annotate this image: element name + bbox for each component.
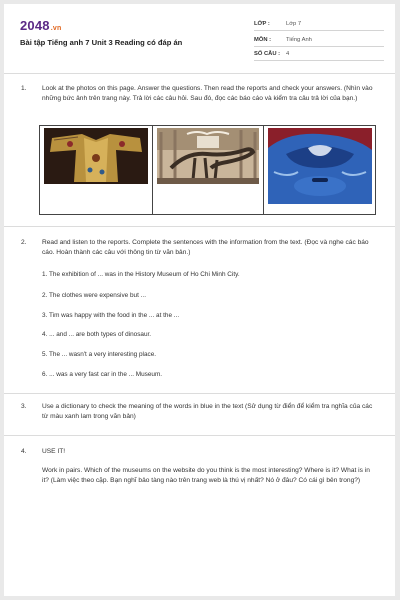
meta-socau: [254, 48, 384, 61]
q2-item-1: 1. The exhibition of ... was in the History Museum of Ho Chi Minh City.: [42, 271, 240, 278]
section-divider-2: [4, 393, 395, 394]
logo-suffix: .vn: [50, 25, 62, 32]
question-number: 1.: [21, 85, 27, 92]
q2-item-3: 3. Tim was happy with the food in the ... at the ...: [42, 312, 180, 319]
question-number: 2.: [21, 239, 27, 246]
q2-item-2: 2. The clothes were expensive but ...: [42, 292, 146, 299]
meta-mon-value: Tiếng Anh: [286, 37, 312, 43]
meta-mon-label: MÔN :: [254, 37, 272, 43]
photo-table: [39, 125, 376, 215]
photo-cell-2: [152, 126, 263, 214]
question-number: 4.: [21, 448, 27, 455]
document-title: Bài tập Tiếng anh 7 Unit 3 Reading có đáp án: [20, 38, 183, 47]
section-divider-3: [4, 435, 395, 436]
photo-cell-1: [40, 126, 152, 214]
logo-text: 2048: [20, 18, 50, 33]
embroidered-robe-image: [44, 128, 148, 184]
question-number: 3.: [21, 403, 27, 410]
dinosaur-skeleton-image: [157, 128, 259, 184]
meta-lop-value: Lớp 7: [286, 21, 302, 27]
meta-socau-value: 4: [286, 51, 290, 57]
document-page: [4, 4, 395, 596]
meta-lop-label: LỚP :: [254, 21, 270, 27]
meta-lop: [254, 18, 384, 31]
site-logo[interactable]: [20, 18, 61, 33]
question-4-text: Work in pairs. Which of the museums on the website do you think is the most interesting? Where is it? What is in it? (Làm việc theo cặp. Bạn nghĩ bảo tàng nào trên trang web là thú vị nhất? Nó ở đâu? Có cái gì bên trong?): [42, 467, 370, 484]
header: [4, 4, 395, 72]
question-text: USE IT!: [42, 448, 66, 455]
header-divider: [4, 73, 395, 74]
q2-item-4: 4. ... and ... are both types of dinosaur.: [42, 331, 152, 338]
question-text: Look at the photos on this page. Answer the questions. Then read the reports and check your answers. (Nhìn vào những bức ảnh trên trang này. Trả lời các câu hỏi. Sau đó, đọc các báo cáo và kiểm tra câu trả lời của bạn.): [42, 85, 373, 102]
meta-mon: [254, 34, 384, 47]
question-text: Use a dictionary to check the meaning of the words in blue in the text (Sử dụng từ điển để kiểm tra nghĩa của các từ màu xanh lam trong văn bản): [42, 403, 373, 420]
meta-socau-label: SỐ CÂU :: [254, 51, 281, 57]
q2-item-5: 5. The ... wasn't a very interesting place.: [42, 351, 157, 358]
section-divider-1: [4, 226, 395, 227]
blue-race-car-image: [268, 128, 372, 204]
photo-cell-3: [263, 126, 376, 214]
q2-item-6: 6. ... was a very fast car in the ... Museum.: [42, 371, 163, 378]
question-text: Read and listen to the reports. Complete the sentences with the information from the text. (Đọc và nghe các báo cáo. Hoàn thành các câu với thông tin từ văn bản.): [42, 239, 369, 256]
